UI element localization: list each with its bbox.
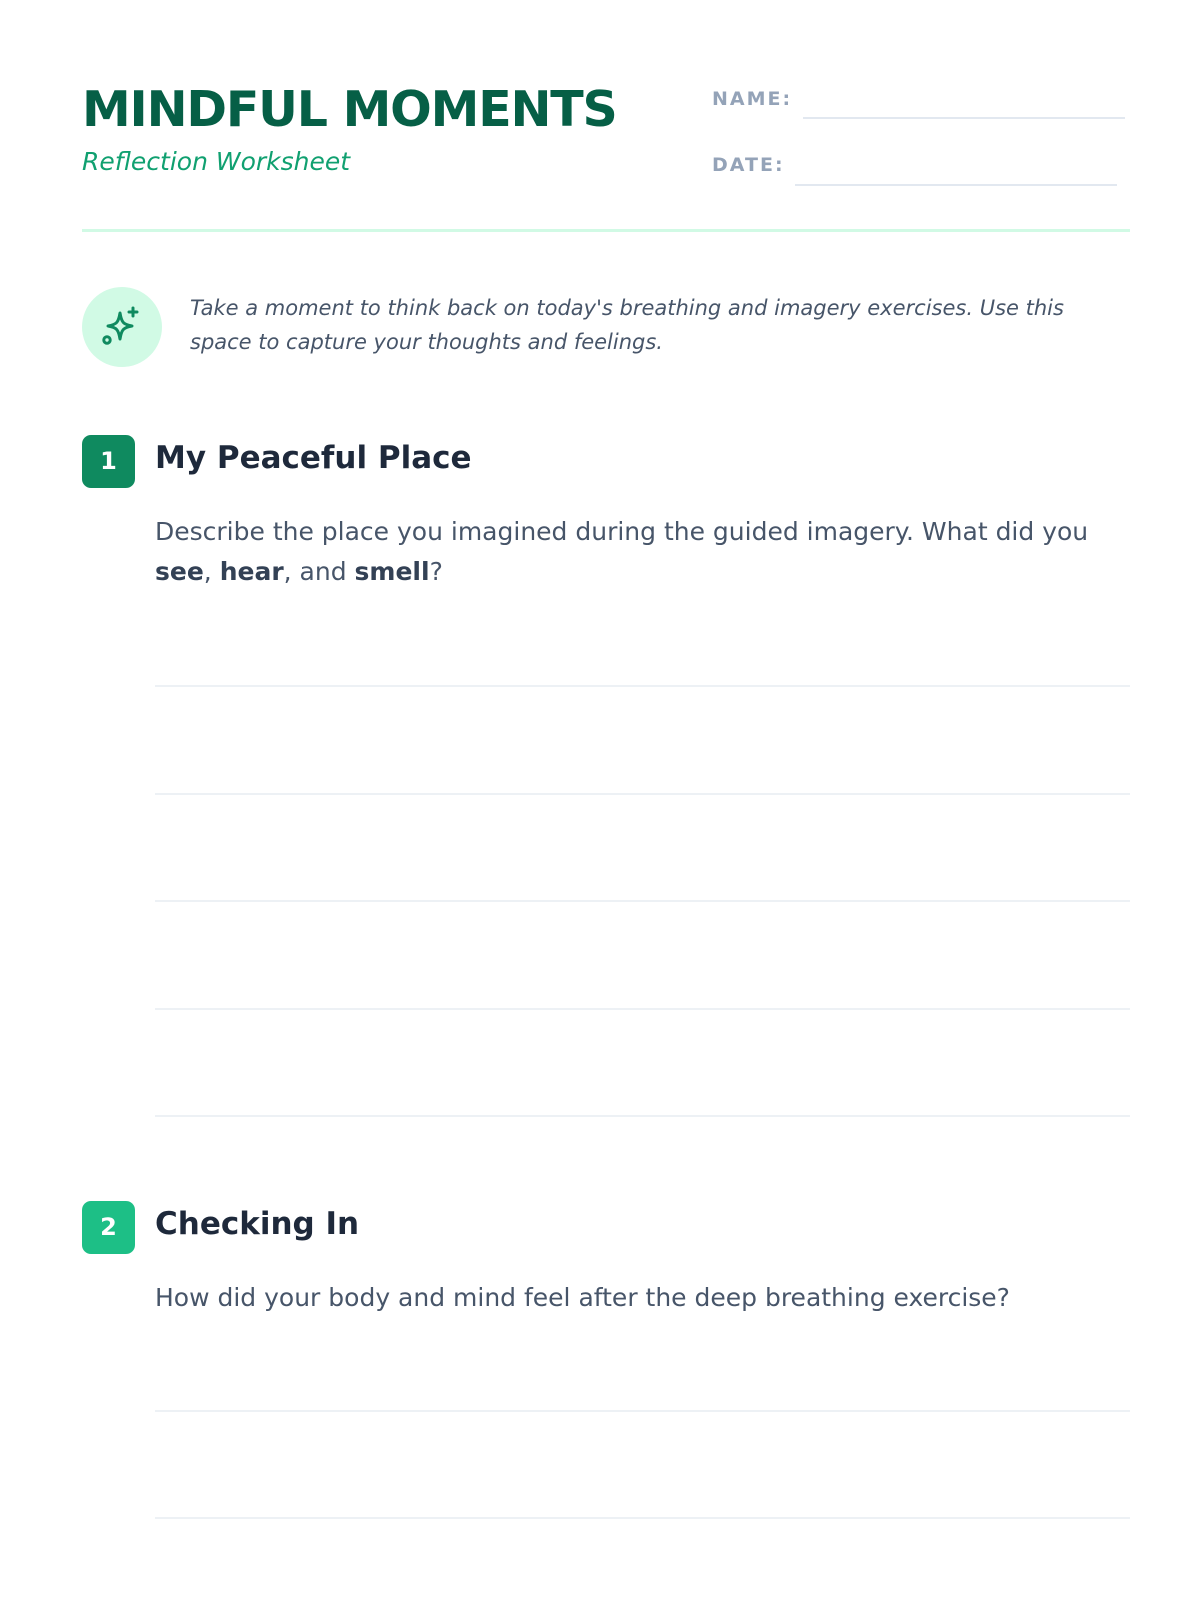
worksheet-title: MINDFUL MOMENTS xyxy=(82,81,617,138)
writing-line[interactable] xyxy=(155,1008,1130,1010)
writing-line[interactable] xyxy=(155,1115,1130,1117)
writing-line[interactable] xyxy=(155,793,1130,795)
writing-line[interactable] xyxy=(155,900,1130,902)
writing-line[interactable] xyxy=(155,1410,1130,1412)
worksheet-subtitle: Reflection Worksheet xyxy=(82,147,351,176)
name-field-line[interactable] xyxy=(803,117,1125,119)
name-label: NAME: xyxy=(712,88,793,110)
section-title: My Peaceful Place xyxy=(155,440,472,476)
writing-line[interactable] xyxy=(155,685,1130,687)
date-field-line[interactable] xyxy=(795,184,1117,186)
header-divider xyxy=(82,229,1130,232)
date-label: DATE: xyxy=(712,154,785,176)
section-prompt: Describe the place you imagined during the guided imagery. What did you see, hear, and smell? xyxy=(155,517,1089,586)
writing-line[interactable] xyxy=(155,1517,1130,1519)
sparkles-icon xyxy=(100,305,144,349)
intro-text: Take a moment to think back on today's breathing and imagery exercises. Use this space to capture your thoughts and feelings. xyxy=(190,296,1064,354)
section-number-badge: 1 xyxy=(82,435,135,488)
section-prompt: How did your body and mind feel after the deep breathing exercise? xyxy=(155,1283,1010,1312)
intro-icon-circle xyxy=(82,287,162,367)
section-number-badge: 2 xyxy=(82,1201,135,1254)
section-title: Checking In xyxy=(155,1206,360,1242)
